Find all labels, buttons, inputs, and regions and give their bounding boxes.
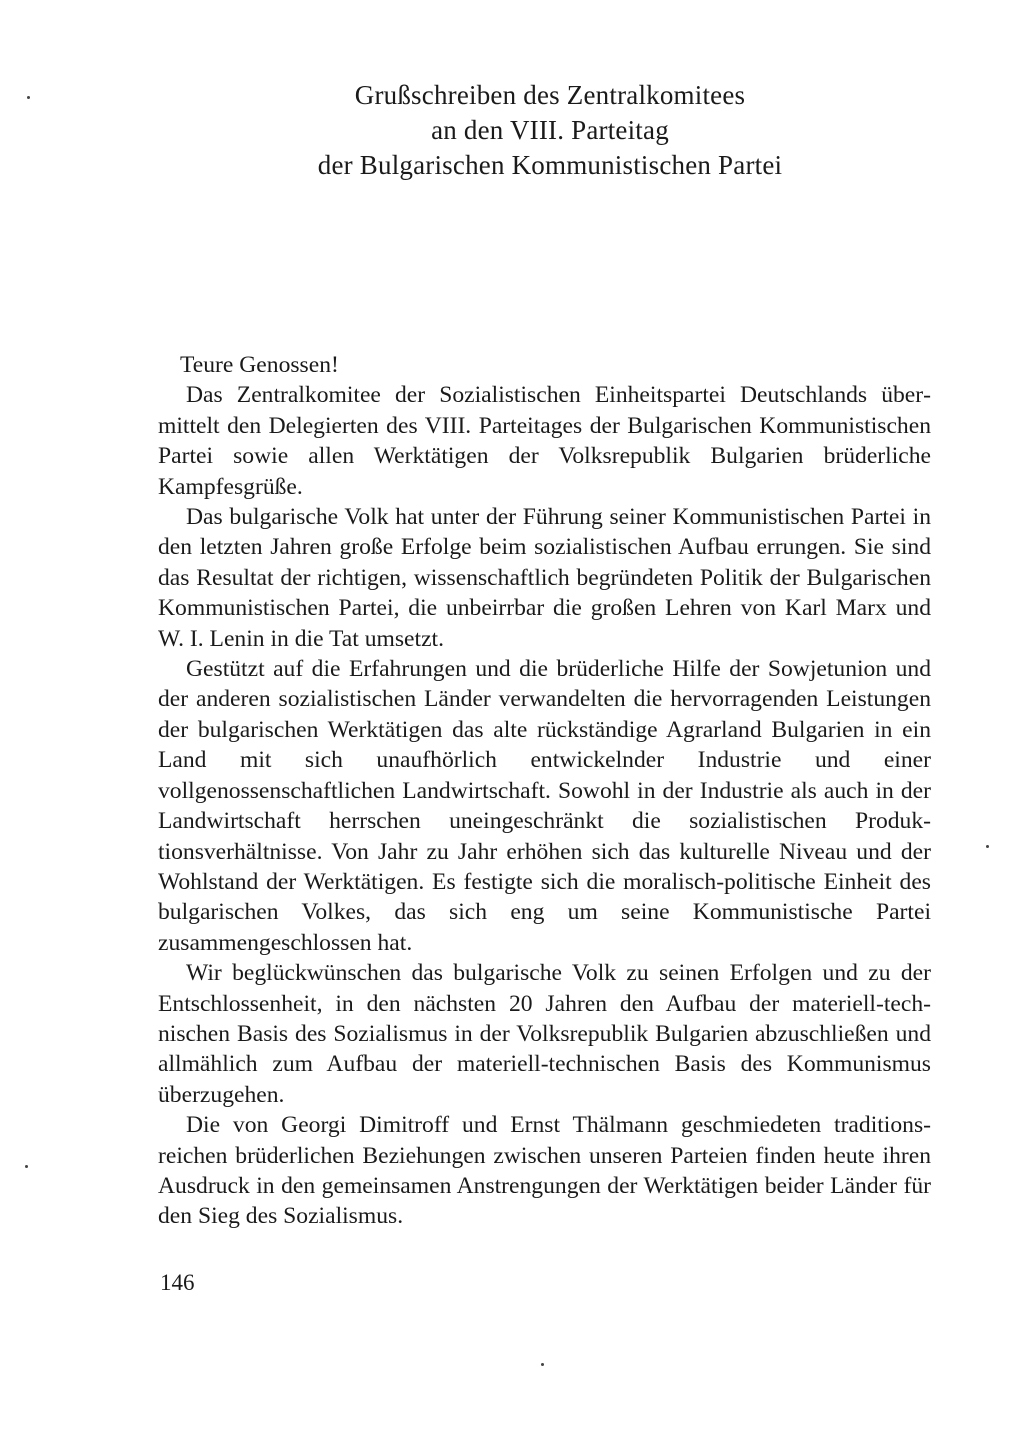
document-title <box>230 78 870 183</box>
scan-speck <box>986 845 989 848</box>
salutation: Teure Genossen! <box>180 352 339 378</box>
title-line-3: der Bulgarischen Kommunistischen Partei <box>317 150 783 180</box>
title-line-1: Grußschreiben des Zentralkomitees <box>354 80 746 110</box>
scan-speck <box>27 96 30 99</box>
paragraph-2: Das bulgarische Volk hat unter der Führung seiner Kommunistischen Partei in den letzten Jahren große Erfolge beim sozialistischen Aufbau errungen. Sie sind das Resultat der richtigen, wissenschaftlich begründeten Politik der Bulgarischen Kommunistischen Partei, die unbeirrbar die großen Lehren von Karl Marx und W. I. Lenin in die Tat umsetzt. <box>158 504 931 652</box>
scan-speck <box>541 1363 544 1366</box>
page-number: 146 <box>160 1270 195 1295</box>
paragraph-5: Die von Georgi Dimitroff und Ernst Thälmann geschmiedeten traditionsreichen brüderlichen Beziehungen zwischen unseren Parteien finden heute ihren Ausdruck in den gemeinsamen Anstrengungen der Werktätigen beider Länder für den Sieg des Sozialismus. <box>158 1112 931 1230</box>
paragraph-3: Gestützt auf die Erfahrungen und die brüderliche Hilfe der Sowjetunion und der anderen sozialistischen Länder verwandelten die hervorragenden Leistungen der bulgarischen Werktätigen das alte rückständige Agrarland Bulgarien in ein Land mit sich unaufhörlich entwickelnder Industrie und einer vollgenossenschaftlichen Landwirtschaft. Sowohl in der Industrie als auch in der Landwirtschaft herrschen uneingeschränkt die sozialistischen Produktionsverhältnisse. Von Jahr zu Jahr erhöhen sich das kulturelle Niveau und der Wohlstand der Werktätigen. Es festigte sich die moralisch-politische Einheit des bulgarischen Volkes, das sich eng um seine Kommunistische Partei zusammengeschlossen hat. <box>158 656 931 956</box>
scan-speck <box>25 1165 28 1168</box>
paragraph-1: Das Zentralkomitee der Sozialistischen Einheitspartei Deutschlands übermittelt den Delegierten des VIII. Parteitages der Bulgarischen Kommunistischen Partei sowie allen Werktätigen der Volksrepublik Bulgarien brüderliche Kampfesgrüße. <box>158 382 931 500</box>
title-line-2: an den VIII. Parteitag <box>431 115 669 145</box>
paragraph-4: Wir beglückwünschen das bulgarische Volk zu seinen Erfolgen und zu der Entschlossenheit, in den nächsten 20 Jahren den Aufbau der materiell-technischen Basis des Sozialismus in der Volksrepublik Bulgarien abzuschließen und allmählich zum Aufbau der materiell-technischen Basis des Kommunismus überzugehen. <box>158 960 931 1108</box>
letter-body <box>158 350 931 1232</box>
